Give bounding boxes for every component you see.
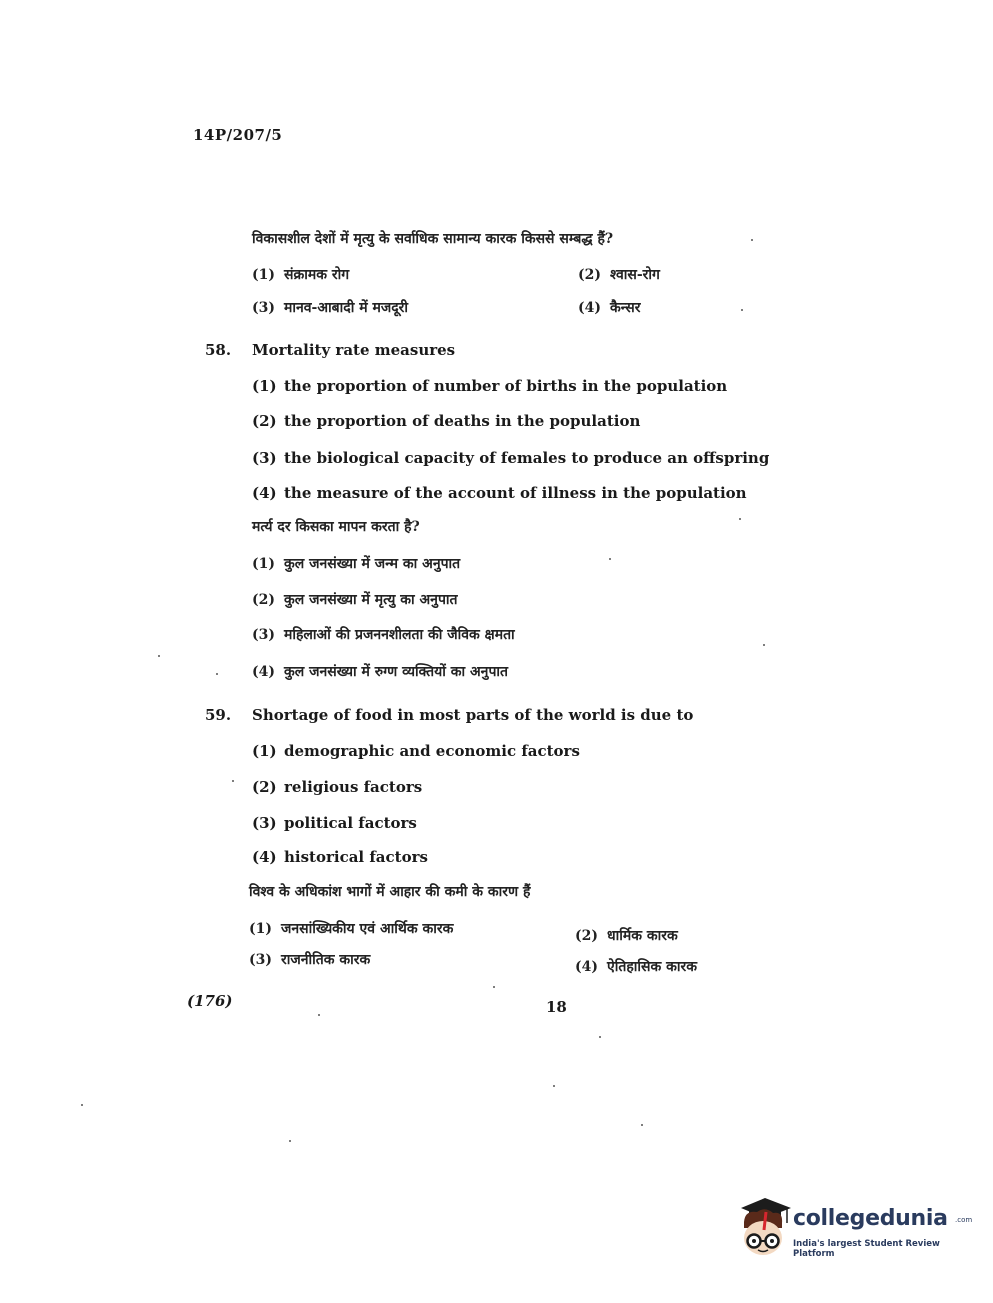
option-number: (1) <box>252 377 277 395</box>
option-text: political factors <box>284 814 417 832</box>
option-text: मानव-आबादी में मजदूरी <box>284 300 409 316</box>
q59-question-hindi: विश्व के अधिकांश भागों में आहार की कमी के कारण हैं <box>249 884 531 900</box>
q58-option-1 <box>252 377 727 395</box>
scan-speck <box>553 1085 555 1087</box>
option-number: (3) <box>249 952 272 968</box>
q57-option-2 <box>578 265 660 284</box>
q59-option-3-hindi <box>249 950 370 969</box>
option-number: (1) <box>252 267 275 283</box>
option-number: (4) <box>252 664 275 680</box>
option-number: (1) <box>249 921 272 937</box>
option-text: the proportion of deaths in the population <box>284 412 641 430</box>
q58-option-2-hindi <box>252 590 458 609</box>
option-number: (2) <box>252 592 275 608</box>
option-text: demographic and economic factors <box>284 742 580 760</box>
scan-speck <box>739 518 741 520</box>
option-text: religious factors <box>284 778 423 796</box>
option-text: संक्रामक रोग <box>284 267 350 283</box>
q57-question-hindi: विकासशील देशों में मृत्यु के सर्वाधिक सामान्य कारक किससे सम्बद्ध हैं? <box>252 231 614 247</box>
q59-number: 59. <box>205 706 232 724</box>
option-number: (3) <box>252 814 277 832</box>
q58-option-3-hindi <box>252 625 515 644</box>
page-number: 18 <box>546 998 567 1016</box>
option-text: राजनीतिक कारक <box>281 952 371 968</box>
option-number: (1) <box>252 742 277 760</box>
q58-question: Mortality rate measures <box>252 341 456 359</box>
option-number: (2) <box>252 778 277 796</box>
booklet-code: (176) <box>187 992 233 1010</box>
scan-speck <box>751 239 753 241</box>
option-text: ऐतिहासिक कारक <box>607 959 697 975</box>
q59-option-1-hindi <box>249 919 453 938</box>
option-text: श्वास-रोग <box>610 267 660 283</box>
option-number: (4) <box>578 300 601 316</box>
scan-speck <box>289 1140 291 1142</box>
q58-question-hindi: मर्त्य दर किसका मापन करता है? <box>252 519 420 535</box>
q57-option-4 <box>578 298 640 317</box>
option-number: (4) <box>252 848 277 866</box>
option-text: the measure of the account of illness in the population <box>284 484 747 502</box>
option-number: (2) <box>575 928 598 944</box>
option-text: the proportion of number of births in the population <box>284 377 728 395</box>
scan-speck <box>318 1014 320 1016</box>
scan-speck <box>599 1036 601 1038</box>
mascot-icon <box>735 1196 793 1266</box>
option-text: जनसांख्यिकीय एवं आर्थिक कारक <box>281 921 454 937</box>
scan-speck <box>641 1124 643 1126</box>
scan-speck <box>741 309 743 311</box>
q59-question: Shortage of food in most parts of the world is due to <box>252 706 694 724</box>
q59-option-4-hindi <box>575 957 697 976</box>
option-text: the biological capacity of females to produce an offspring <box>284 449 770 467</box>
option-number: (3) <box>252 449 277 467</box>
q58-number: 58. <box>205 341 232 359</box>
option-number: (3) <box>252 300 275 316</box>
q58-option-1-hindi <box>252 554 460 573</box>
q59-option-2 <box>252 778 422 796</box>
paper-code: 14P/207/5 <box>193 126 283 144</box>
scan-speck <box>493 986 495 988</box>
option-number: (4) <box>575 959 598 975</box>
option-number: (2) <box>252 412 277 430</box>
scan-speck <box>81 1104 83 1106</box>
q59-option-1 <box>252 742 580 760</box>
option-text: महिलाओं की प्रजननशीलता की जैविक क्षमता <box>284 627 515 643</box>
option-text: कुल जनसंख्या में मृत्यु का अनुपात <box>284 592 458 608</box>
option-number: (4) <box>252 484 277 502</box>
collegedunia-logo[interactable] <box>735 1196 973 1266</box>
q58-option-2 <box>252 412 640 430</box>
scan-speck <box>158 655 160 657</box>
option-text: कुल जनसंख्या में जन्म का अनुपात <box>284 556 461 572</box>
option-number: (1) <box>252 556 275 572</box>
option-text: धार्मिक कारक <box>607 928 678 944</box>
q58-option-4-hindi <box>252 662 508 681</box>
scan-speck <box>609 558 611 560</box>
q59-option-4 <box>252 848 428 866</box>
logo-wordmark: collegedunia <box>793 1206 948 1231</box>
q58-option-4 <box>252 484 747 502</box>
q57-option-1 <box>252 265 349 284</box>
option-number: (2) <box>578 267 601 283</box>
option-number: (3) <box>252 627 275 643</box>
logo-domain-suffix: .com <box>955 1216 973 1224</box>
logo-tagline: India's largest Student Review Platform <box>793 1239 940 1259</box>
scan-speck <box>232 780 234 782</box>
scan-speck <box>763 644 765 646</box>
q59-option-2-hindi <box>575 926 678 945</box>
q57-option-3 <box>252 298 408 317</box>
option-text: historical factors <box>284 848 428 866</box>
option-text: कुल जनसंख्या में रुग्ण व्यक्तियों का अनुपात <box>284 664 509 680</box>
option-text: कैन्सर <box>610 300 641 316</box>
q58-option-3 <box>252 449 769 467</box>
scan-speck <box>216 673 218 675</box>
q59-option-3 <box>252 814 417 832</box>
